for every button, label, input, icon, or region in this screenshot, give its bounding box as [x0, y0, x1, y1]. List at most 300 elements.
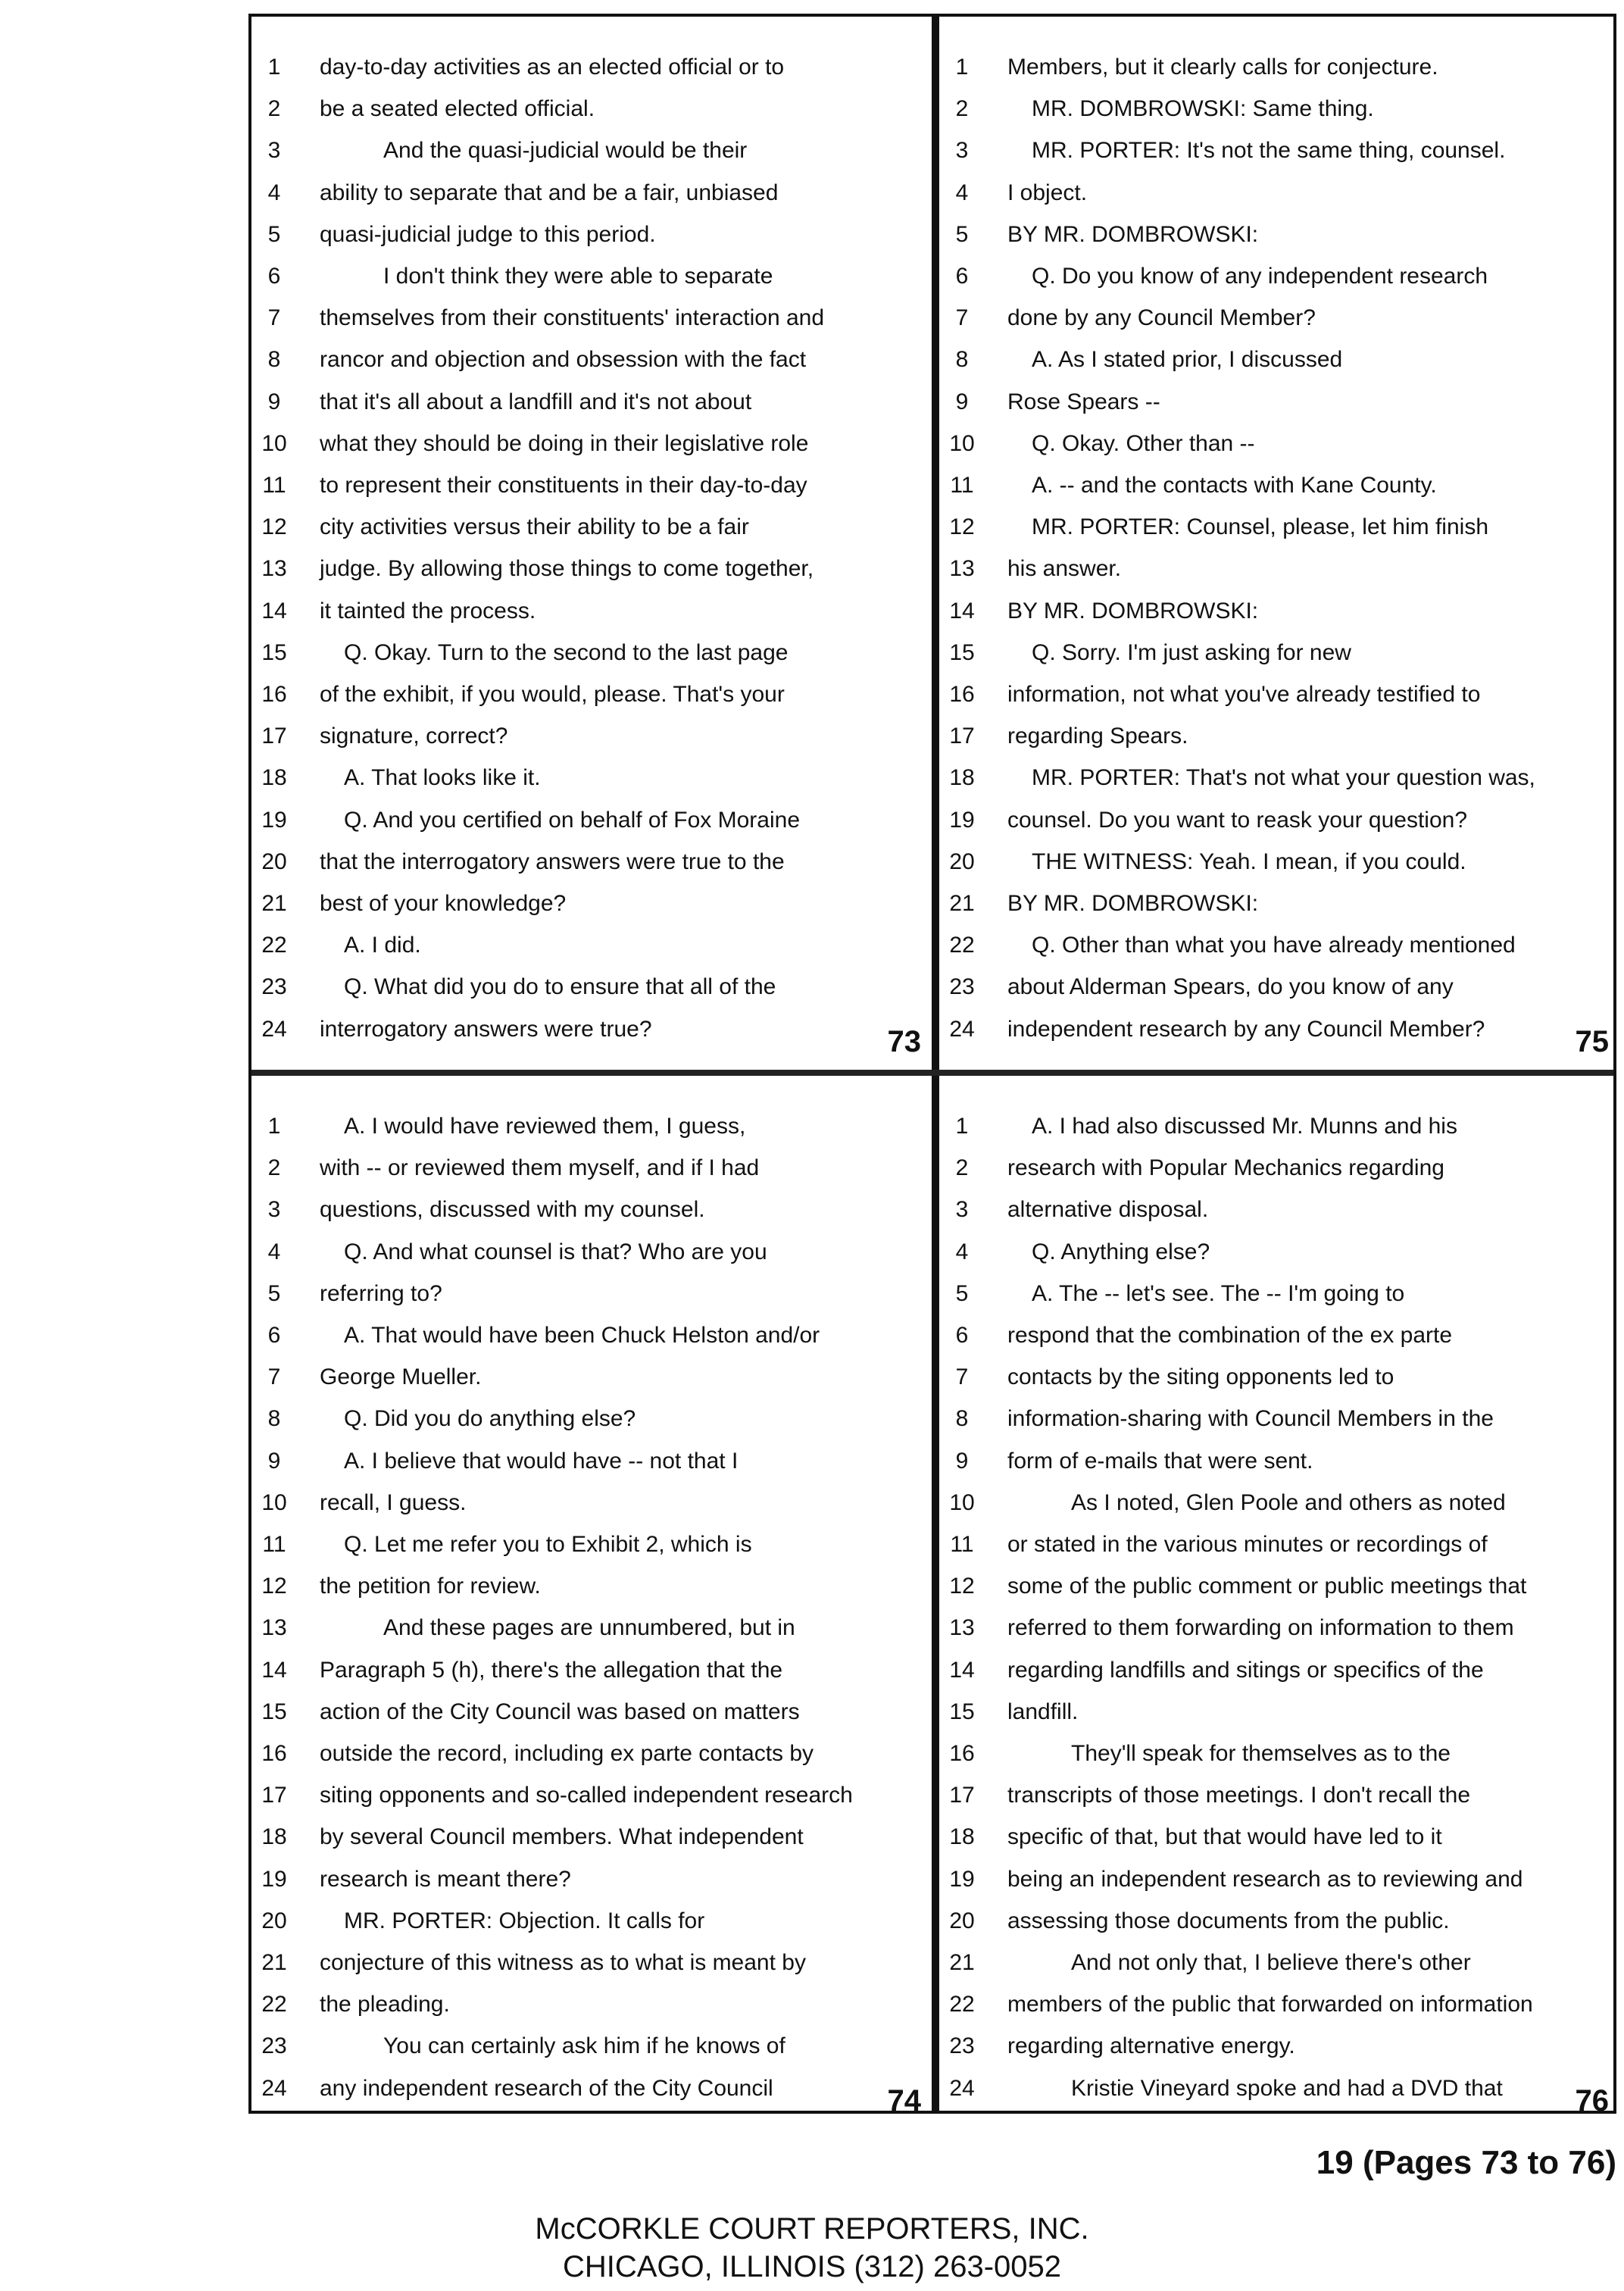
line-number: 9 — [267, 389, 281, 414]
line-text: A. The -- let's see. The -- I'm going to — [1032, 1280, 1405, 1306]
transcript-line — [939, 1650, 1619, 1691]
line-number: 12 — [261, 1574, 287, 1599]
transcript-line — [251, 883, 932, 924]
line-number: 1 — [267, 1114, 281, 1139]
transcript-line — [251, 1650, 932, 1691]
line-text: referring to? — [320, 1280, 442, 1306]
line-text: They'll speak for themselves as to the — [1071, 1741, 1451, 1766]
line-number: 16 — [261, 682, 287, 707]
line-number: 23 — [949, 974, 975, 1000]
line-text: landfill. — [1007, 1699, 1079, 1724]
line-text: regarding alternative energy. — [1007, 2033, 1295, 2059]
transcript-line — [251, 47, 932, 88]
transcript-line — [939, 298, 1619, 339]
line-number: 14 — [261, 598, 287, 624]
line-number: 22 — [949, 933, 975, 958]
line-text: action of the City Council was based on matters — [320, 1699, 800, 1724]
transcript-line — [251, 507, 932, 548]
page-75-panel — [939, 17, 1619, 1070]
line-text: A. I had also discussed Mr. Munns and his — [1032, 1114, 1457, 1139]
line-number: 17 — [949, 724, 975, 749]
line-text: A. I believe that would have -- not that I — [344, 1448, 739, 1474]
line-number: 7 — [955, 1364, 969, 1390]
line-text: And not only that, I believe there's other — [1071, 1950, 1471, 1975]
transcript-line — [251, 298, 932, 339]
line-text: what they should be doing in their legislative role — [320, 430, 809, 456]
line-text: Q. Other than what you have already mentioned — [1032, 933, 1516, 958]
line-number: 18 — [949, 765, 975, 791]
line-number: 1 — [955, 55, 969, 80]
page-76-panel — [939, 1076, 1619, 2129]
transcript-line — [939, 382, 1619, 423]
line-number: 12 — [949, 1574, 975, 1599]
line-number: 9 — [955, 389, 969, 414]
line-text: quasi-judicial judge to this period. — [320, 221, 656, 247]
line-number: 12 — [261, 514, 287, 540]
transcript-line — [251, 1315, 932, 1356]
line-number: 9 — [267, 1448, 281, 1474]
line-text: interrogatory answers were true? — [320, 1016, 652, 1042]
line-number: 19 — [949, 1866, 975, 1892]
line-text: done by any Council Member? — [1007, 305, 1316, 331]
line-text: members of the public that forwarded on information — [1007, 1992, 1533, 2018]
line-number: 12 — [949, 514, 975, 540]
line-text: A. I would have reviewed them, I guess, — [344, 1114, 746, 1139]
line-number: 11 — [950, 473, 974, 498]
transcript-line — [251, 173, 932, 214]
line-number: 20 — [261, 1908, 287, 1933]
line-text: his answer. — [1007, 556, 1122, 582]
line-text: A. That looks like it. — [344, 765, 541, 791]
line-text: Q. And what counsel is that? Who are you — [344, 1239, 767, 1264]
line-text: siting opponents and so-called independent research — [320, 1783, 853, 1808]
line-number: 24 — [949, 2075, 975, 2101]
line-text: signature, correct? — [320, 724, 508, 749]
line-number: 7 — [267, 305, 281, 331]
line-text: that the interrogatory answers were true to the — [320, 849, 785, 874]
transcript-line — [251, 1733, 932, 1774]
line-text: BY MR. DOMBROWSKI: — [1007, 598, 1259, 624]
line-number: 18 — [261, 1824, 287, 1850]
line-text: research with Popular Mechanics regarding — [1007, 1155, 1444, 1181]
company-location: CHICAGO, ILLINOIS (312) 263-0052 — [562, 2250, 1062, 2283]
transcript-line — [939, 842, 1619, 883]
line-text: rancor and objection and obsession with the fact — [320, 347, 807, 373]
transcript-line — [939, 214, 1619, 255]
transcript-line — [251, 1984, 932, 2025]
transcript-line — [939, 256, 1619, 297]
line-text: alternative disposal. — [1007, 1197, 1209, 1223]
line-text: A. As I stated prior, I discussed — [1032, 347, 1343, 373]
line-number: 13 — [261, 1615, 287, 1641]
transcript-line — [939, 967, 1619, 1008]
transcript-line — [251, 758, 932, 799]
transcript-line — [939, 925, 1619, 966]
line-text: day-to-day activities as an elected official or to — [320, 55, 785, 80]
line-text: specific of that, but that would have led to it — [1007, 1824, 1442, 1850]
transcript-line — [251, 633, 932, 674]
line-text: I don't think they were able to separate — [383, 264, 773, 289]
line-text: transcripts of those meetings. I don't recall the — [1007, 1783, 1471, 1808]
line-number: 17 — [261, 724, 287, 749]
transcript-line — [251, 256, 932, 297]
transcript-line — [251, 1441, 932, 1482]
transcript-line — [251, 424, 932, 464]
transcript-line — [939, 173, 1619, 214]
line-text: some of the public comment or public meetings that — [1007, 1574, 1527, 1599]
line-number: 22 — [261, 1992, 287, 2018]
line-number: 18 — [261, 765, 287, 791]
line-number: 10 — [949, 1489, 975, 1515]
transcript-line — [939, 758, 1619, 799]
line-number: 13 — [261, 556, 287, 582]
transcript-grid — [248, 14, 1616, 2118]
transcript-line — [251, 591, 932, 632]
transcript-line — [939, 1148, 1619, 1189]
transcript-line — [939, 1817, 1619, 1858]
transcript-line — [939, 130, 1619, 171]
line-number: 4 — [955, 180, 969, 205]
line-text: any independent research of the City Council — [320, 2075, 773, 2101]
transcript-line — [251, 1859, 932, 1900]
transcript-line — [251, 1817, 932, 1858]
pages-range-label: 19 (Pages 73 to 76) — [1316, 2144, 1616, 2181]
line-text: counsel. Do you want to reask your question? — [1007, 807, 1468, 833]
line-number: 20 — [949, 849, 975, 874]
line-text: MR. DOMBROWSKI: Same thing. — [1032, 96, 1374, 122]
page-number: 76 — [1575, 2084, 1609, 2118]
transcript-line — [251, 2068, 932, 2109]
line-number: 13 — [949, 556, 975, 582]
transcript-line — [251, 674, 932, 715]
line-text: As I noted, Glen Poole and others as noted — [1071, 1489, 1506, 1515]
transcript-line — [939, 1399, 1619, 1439]
line-number: 21 — [949, 891, 975, 916]
line-number: 7 — [955, 305, 969, 331]
line-text: form of e-mails that were sent. — [1007, 1448, 1313, 1474]
line-text: information-sharing with Council Members in the — [1007, 1406, 1494, 1432]
line-number: 10 — [949, 430, 975, 456]
line-number: 9 — [955, 1448, 969, 1474]
line-number: 3 — [955, 138, 969, 164]
line-number: 20 — [949, 1908, 975, 1933]
line-number: 3 — [267, 138, 281, 164]
transcript-line — [939, 1315, 1619, 1356]
line-number: 11 — [262, 1532, 286, 1557]
line-text: Q. Okay. Turn to the second to the last page — [344, 639, 789, 665]
line-text: regarding landfills and sitings or specifics of the — [1007, 1657, 1484, 1683]
line-number: 8 — [267, 1406, 281, 1432]
line-number: 7 — [267, 1364, 281, 1390]
line-number: 15 — [949, 639, 975, 665]
line-text: Rose Spears -- — [1007, 389, 1160, 414]
line-number: 10 — [261, 430, 287, 456]
transcript-line — [939, 1566, 1619, 1607]
line-text: Q. Anything else? — [1032, 1239, 1210, 1264]
line-number: 3 — [955, 1197, 969, 1223]
line-number: 4 — [955, 1239, 969, 1264]
line-number: 6 — [955, 1323, 969, 1348]
line-number: 18 — [949, 1824, 975, 1850]
transcript-line — [939, 674, 1619, 715]
line-text: Q. Do you know of any independent research — [1032, 264, 1488, 289]
line-text: outside the record, including ex parte contacts by — [320, 1741, 814, 1766]
line-text: MR. PORTER: That's not what your question was, — [1032, 765, 1535, 791]
line-text: A. I did. — [344, 933, 421, 958]
transcript-line — [939, 1775, 1619, 1816]
page-number: 75 — [1575, 1025, 1609, 1058]
line-text: research is meant there? — [320, 1866, 571, 1892]
line-number: 2 — [955, 96, 969, 122]
line-text: referred to them forwarding on information to them — [1007, 1615, 1514, 1641]
transcript-line — [939, 339, 1619, 380]
line-number: 8 — [955, 347, 969, 373]
vertical-divider — [932, 17, 939, 2111]
transcript-line — [939, 1232, 1619, 1273]
transcript-line — [251, 1148, 932, 1189]
line-number: 14 — [949, 1657, 975, 1683]
transcript-line — [939, 1009, 1619, 1050]
transcript-line — [251, 1566, 932, 1607]
line-text: contacts by the siting opponents led to — [1007, 1364, 1394, 1390]
transcript-line — [251, 214, 932, 255]
transcript-line — [939, 1274, 1619, 1314]
page-number: 73 — [887, 1025, 921, 1058]
line-text: I object. — [1007, 180, 1088, 205]
transcript-line — [939, 1483, 1619, 1524]
line-text: THE WITNESS: Yeah. I mean, if you could. — [1032, 849, 1466, 874]
page-number: 74 — [887, 2084, 921, 2118]
transcript-line — [939, 1524, 1619, 1565]
line-text: Members, but it clearly calls for conjecture. — [1007, 55, 1438, 80]
line-text: BY MR. DOMBROWSKI: — [1007, 891, 1259, 916]
line-text: respond that the combination of the ex parte — [1007, 1323, 1453, 1348]
line-number: 22 — [949, 1992, 975, 2018]
transcript-line — [251, 1901, 932, 1942]
transcript-line — [251, 1775, 932, 1816]
transcript-line — [251, 842, 932, 883]
line-text: Paragraph 5 (h), there's the allegation that the — [320, 1657, 783, 1683]
line-number: 2 — [955, 1155, 969, 1181]
line-number: 13 — [949, 1615, 975, 1641]
line-number: 8 — [267, 347, 281, 373]
transcript-line — [251, 465, 932, 506]
line-number: 15 — [261, 1699, 287, 1724]
transcript-line — [251, 1483, 932, 1524]
line-text: the petition for review. — [320, 1574, 541, 1599]
line-text: And these pages are unnumbered, but in — [383, 1615, 795, 1641]
transcript-line — [251, 1524, 932, 1565]
transcript-line — [939, 549, 1619, 589]
line-number: 17 — [949, 1783, 975, 1808]
transcript-line — [939, 1106, 1619, 1147]
line-number: 5 — [267, 1280, 281, 1306]
line-text: regarding Spears. — [1007, 724, 1188, 749]
line-number: 5 — [267, 221, 281, 247]
transcript-line — [251, 800, 932, 841]
line-text: A. That would have been Chuck Helston and/or — [344, 1323, 820, 1348]
line-number: 19 — [261, 807, 287, 833]
transcript-line — [939, 883, 1619, 924]
line-number: 6 — [267, 264, 281, 289]
line-text: Q. Let me refer you to Exhibit 2, which is — [344, 1532, 752, 1557]
transcript-line — [939, 1692, 1619, 1733]
line-number: 14 — [949, 598, 975, 624]
transcript-line — [251, 1274, 932, 1314]
transcript-line — [939, 2068, 1619, 2109]
transcript-line — [939, 1733, 1619, 1774]
line-text: best of your knowledge? — [320, 891, 567, 916]
line-number: 24 — [261, 2075, 287, 2101]
transcript-line — [939, 465, 1619, 506]
line-text: city activities versus their ability to be a fair — [320, 514, 749, 540]
line-text: by several Council members. What independent — [320, 1824, 804, 1850]
line-number: 23 — [261, 974, 287, 1000]
line-text: of the exhibit, if you would, please. That's your — [320, 682, 785, 707]
transcript-line — [939, 2026, 1619, 2067]
line-number: 15 — [949, 1699, 975, 1724]
transcript-line — [251, 716, 932, 757]
line-text: Q. And you certified on behalf of Fox Moraine — [344, 807, 801, 833]
line-text: Kristie Vineyard spoke and had a DVD that — [1071, 2075, 1503, 2101]
transcript-line — [939, 1984, 1619, 2025]
line-number: 2 — [267, 1155, 281, 1181]
line-text: to represent their constituents in their day-to-day — [320, 473, 807, 498]
line-text: information, not what you've already testified to — [1007, 682, 1481, 707]
line-number: 24 — [261, 1016, 287, 1042]
line-number: 2 — [267, 96, 281, 122]
transcript-line — [251, 339, 932, 380]
transcript-line — [939, 591, 1619, 632]
line-text: or stated in the various minutes or recordings of — [1007, 1532, 1488, 1557]
line-text: be a seated elected official. — [320, 96, 595, 122]
line-number: 16 — [261, 1741, 287, 1766]
line-number: 14 — [261, 1657, 287, 1683]
line-text: Q. Did you do anything else? — [344, 1406, 636, 1432]
line-number: 19 — [261, 1866, 287, 1892]
line-text: Q. Okay. Other than -- — [1032, 430, 1255, 456]
page-73-panel — [251, 17, 932, 1070]
transcript-line — [939, 1357, 1619, 1398]
line-number: 3 — [267, 1197, 281, 1223]
transcript-line — [251, 1232, 932, 1273]
line-text: themselves from their constituents' interaction and — [320, 305, 825, 331]
transcript-line — [251, 1357, 932, 1398]
line-text: MR. PORTER: It's not the same thing, counsel. — [1032, 138, 1506, 164]
line-text: MR. PORTER: Counsel, please, let him finish — [1032, 514, 1489, 540]
line-text: conjecture of this witness as to what is meant by — [320, 1950, 806, 1975]
line-text: that it's all about a landfill and it's not about — [320, 389, 752, 414]
line-number: 23 — [949, 2033, 975, 2059]
transcript-line — [251, 382, 932, 423]
transcript-line — [939, 89, 1619, 130]
line-text: independent research by any Council Member? — [1007, 1016, 1485, 1042]
transcript-line — [939, 1943, 1619, 1983]
transcript-line — [251, 89, 932, 130]
transcript-line — [939, 1608, 1619, 1649]
line-number: 4 — [267, 180, 281, 205]
transcript-line — [251, 1943, 932, 1983]
line-text: judge. By allowing those things to come together, — [320, 556, 814, 582]
page-74-panel — [251, 1076, 932, 2129]
line-number: 5 — [955, 1280, 969, 1306]
line-number: 6 — [267, 1323, 281, 1348]
line-number: 17 — [261, 1783, 287, 1808]
transcript-line — [939, 1859, 1619, 1900]
transcript-line — [939, 1901, 1619, 1942]
line-text: Q. Sorry. I'm just asking for new — [1032, 639, 1351, 665]
line-number: 21 — [949, 1950, 975, 1975]
line-number: 15 — [261, 639, 287, 665]
line-text: And the quasi-judicial would be their — [383, 138, 748, 164]
line-number: 23 — [261, 2033, 287, 2059]
horizontal-divider — [251, 1070, 1613, 1076]
line-number: 1 — [267, 55, 281, 80]
line-text: MR. PORTER: Objection. It calls for — [344, 1908, 705, 1933]
line-text: ability to separate that and be a fair, unbiased — [320, 180, 779, 205]
transcript-line — [251, 1608, 932, 1649]
line-text: with -- or reviewed them myself, and if I had — [320, 1155, 760, 1181]
line-number: 10 — [261, 1489, 287, 1515]
line-number: 11 — [262, 473, 286, 498]
line-number: 6 — [955, 264, 969, 289]
transcript-line — [939, 424, 1619, 464]
transcript-line — [939, 716, 1619, 757]
transcript-line — [939, 507, 1619, 548]
line-number: 22 — [261, 933, 287, 958]
transcript-line — [251, 1009, 932, 1050]
transcript-line — [939, 1189, 1619, 1230]
transcript-line — [251, 1399, 932, 1439]
line-number: 8 — [955, 1406, 969, 1432]
line-text: about Alderman Spears, do you know of any — [1007, 974, 1454, 1000]
transcript-line — [939, 1441, 1619, 1482]
transcript-line — [251, 1692, 932, 1733]
line-number: 24 — [949, 1016, 975, 1042]
line-number: 4 — [267, 1239, 281, 1264]
transcript-line — [251, 1189, 932, 1230]
line-number: 19 — [949, 807, 975, 833]
line-text: questions, discussed with my counsel. — [320, 1197, 705, 1223]
transcript-line — [251, 925, 932, 966]
line-text: the pleading. — [320, 1992, 450, 2018]
line-number: 1 — [955, 1114, 969, 1139]
line-number: 21 — [261, 891, 287, 916]
company-name: McCORKLE COURT REPORTERS, INC. — [535, 2212, 1089, 2246]
line-text: it tainted the process. — [320, 598, 536, 624]
line-number: 20 — [261, 849, 287, 874]
transcript-line — [939, 633, 1619, 674]
line-text: recall, I guess. — [320, 1489, 467, 1515]
transcript-line — [939, 800, 1619, 841]
transcript-line — [251, 967, 932, 1008]
transcript-line — [251, 2026, 932, 2067]
line-text: being an independent research as to reviewing and — [1007, 1866, 1523, 1892]
line-text: BY MR. DOMBROWSKI: — [1007, 221, 1259, 247]
transcript-line — [251, 1106, 932, 1147]
line-number: 16 — [949, 1741, 975, 1766]
line-text: Q. What did you do to ensure that all of the — [344, 974, 776, 1000]
line-text: George Mueller. — [320, 1364, 482, 1390]
line-text: assessing those documents from the public. — [1007, 1908, 1450, 1933]
transcript-line — [251, 130, 932, 171]
line-number: 11 — [950, 1532, 974, 1557]
transcript-line — [939, 47, 1619, 88]
transcript-line — [251, 549, 932, 589]
line-number: 5 — [955, 221, 969, 247]
line-number: 16 — [949, 682, 975, 707]
line-number: 21 — [261, 1950, 287, 1975]
